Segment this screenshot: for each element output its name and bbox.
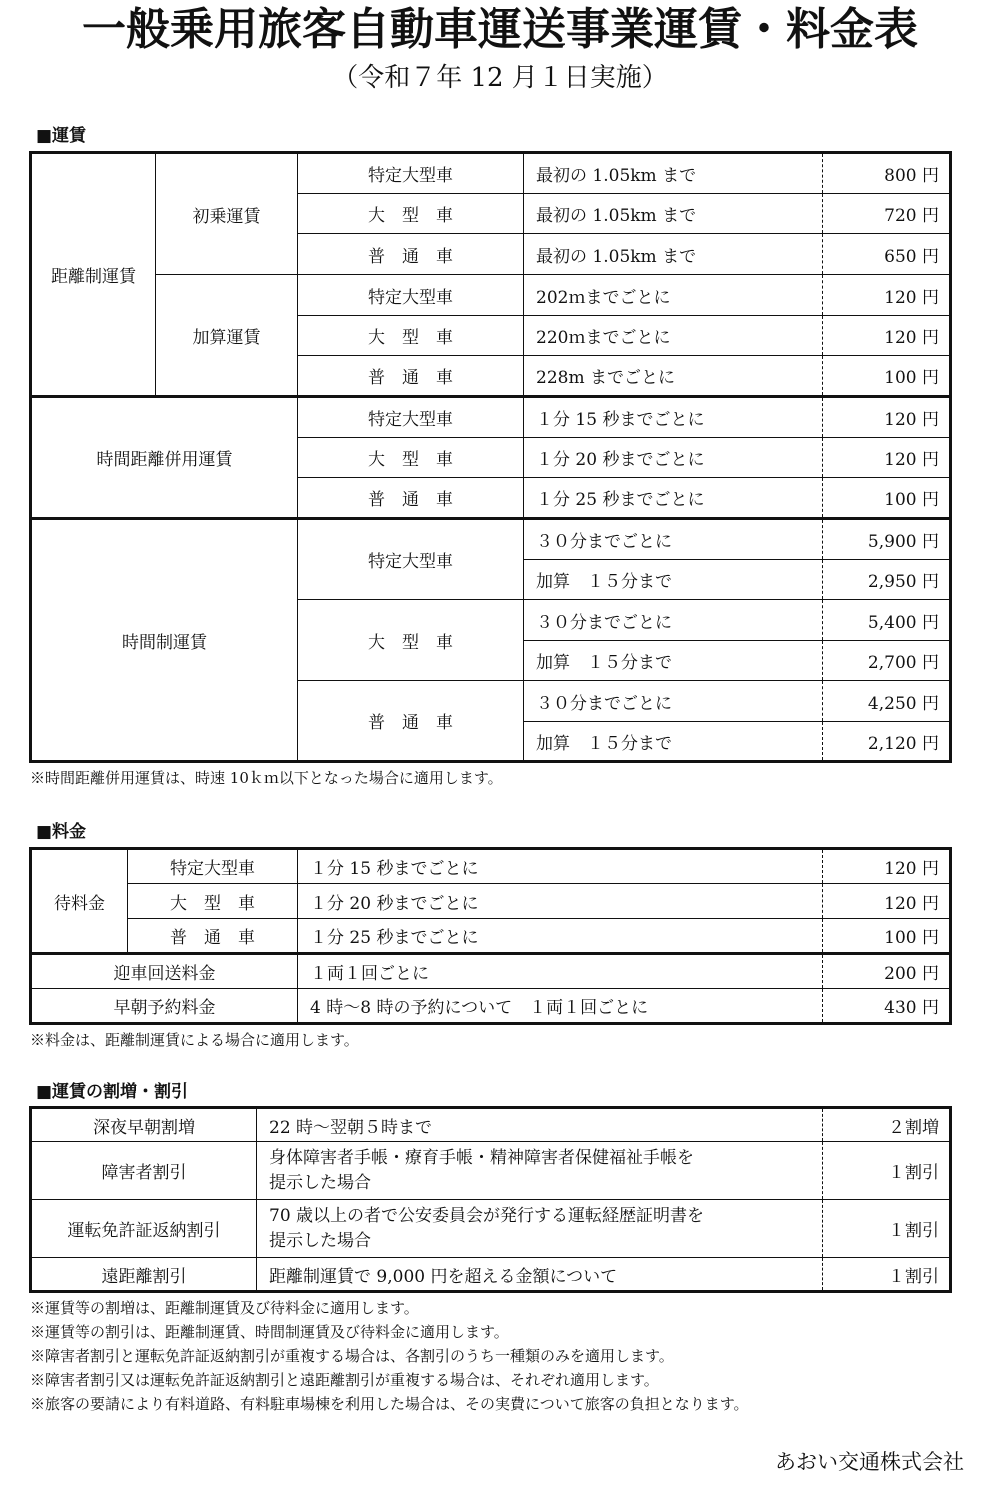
table-row xyxy=(31,1108,951,1142)
initial-fare-label: 初乗運賃 xyxy=(156,153,298,275)
charge-condition: １分 15 秒までごとに xyxy=(298,849,823,884)
page-title: 一般乗用旅客自動車運送事業運賃・料金表 xyxy=(82,4,918,55)
fare-condition: 220ｍまでごとに xyxy=(524,316,823,356)
fare-condition: １分 15 秒までごとに xyxy=(524,397,823,438)
early-booking-charge-label: 早朝予約料金 xyxy=(31,989,298,1024)
discount-value: １割引 xyxy=(823,1200,951,1258)
distance-fare-label: 距離制運賃 xyxy=(31,153,156,397)
fare-price: 5,400 円 xyxy=(823,600,951,641)
fare-price: 120 円 xyxy=(823,275,951,316)
charge-price: 200 円 xyxy=(823,954,951,989)
added-fare-label: 加算運賃 xyxy=(156,275,298,397)
fare-condition: 最初の 1.05km まで xyxy=(524,194,823,234)
fare-price: 800 円 xyxy=(823,153,951,194)
fare-price: 5,900 円 xyxy=(823,519,951,560)
discount-condition: 身体障害者手帳・療育手帳・精神障害者保健福祉手帳を 提示した場合 xyxy=(257,1142,823,1200)
fare-condition: ３０分までごとに xyxy=(524,681,823,722)
vehicle-type: 特定大型車 xyxy=(128,849,298,884)
table-row xyxy=(31,919,951,954)
table-row xyxy=(31,1200,951,1258)
charge-condition: １両１回ごとに xyxy=(298,954,823,989)
fare-price: 120 円 xyxy=(823,397,951,438)
fare-condition: ３０分までごとに xyxy=(524,519,823,560)
discount-note: ※障害者割引又は運転免許証返納割引と遠距離割引が重複する場合は、それぞれ適用します。 xyxy=(30,1371,659,1389)
fare-price: 120 円 xyxy=(823,438,951,478)
discount-label: 遠距離割引 xyxy=(31,1258,257,1292)
vehicle-type: 特定大型車 xyxy=(298,519,524,600)
charge-condition: 4 時～8 時の予約について １両１回ごとに xyxy=(298,989,823,1024)
page-subtitle: （令和７年 12 月１日実施） xyxy=(332,63,668,93)
fare-price: 100 円 xyxy=(823,478,951,519)
charge-condition: １分 25 秒までごとに xyxy=(298,919,823,954)
fare-condition: 加算 １５分まで xyxy=(524,641,823,681)
charge-table xyxy=(29,847,952,1025)
table-row xyxy=(31,849,951,884)
fare-table xyxy=(29,151,952,763)
table-row xyxy=(31,1258,951,1292)
fare-condition: 最初の 1.05km まで xyxy=(524,234,823,275)
discount-condition: 22 時～翌朝５時まで xyxy=(257,1108,823,1142)
discount-condition: 距離制運賃で 9,000 円を超える金額について xyxy=(257,1258,823,1292)
pickup-charge-label: 迎車回送料金 xyxy=(31,954,298,989)
charge-price: 430 円 xyxy=(823,989,951,1024)
fare-condition: 加算 １５分まで xyxy=(524,560,823,600)
table-row xyxy=(31,275,951,316)
fare-price: 2,120 円 xyxy=(823,722,951,762)
fare-condition: 228m までごとに xyxy=(524,356,823,397)
discount-note: ※旅客の要請により有料道路、有料駐車場棟を利用した場合は、その実費について旅客の負担となります。 xyxy=(30,1395,749,1413)
fare-condition: １分 25 秒までごとに xyxy=(524,478,823,519)
vehicle-type: 特定大型車 xyxy=(298,397,524,438)
discount-note: ※運賃等の割引は、距離制運賃、時間制運賃及び待料金に適用します。 xyxy=(30,1323,509,1341)
charge-price: 100 円 xyxy=(823,919,951,954)
table-row xyxy=(31,519,951,560)
discount-value: ２割増 xyxy=(823,1108,951,1142)
vehicle-type: 普 通 車 xyxy=(298,478,524,519)
waiting-charge-label: 待料金 xyxy=(31,849,128,954)
vehicle-type: 普 通 車 xyxy=(298,681,524,762)
discount-table xyxy=(29,1106,952,1293)
fare-price: 2,700 円 xyxy=(823,641,951,681)
charge-section-heading: ■料金 xyxy=(36,822,87,842)
charge-price: 120 円 xyxy=(823,884,951,919)
fare-section-heading: ■運賃 xyxy=(36,126,87,146)
vehicle-type: 特定大型車 xyxy=(298,275,524,316)
fare-price: 120 円 xyxy=(823,316,951,356)
discount-label: 運転免許証返納割引 xyxy=(31,1200,257,1258)
discount-note: ※障害者割引と運転免許証返納割引が重複する場合は、各割引のうち一種類のみを適用します。 xyxy=(30,1347,674,1365)
time-fare-label: 時間制運賃 xyxy=(31,519,298,762)
table-row xyxy=(31,989,951,1024)
discount-value: １割引 xyxy=(823,1142,951,1200)
vehicle-type: 特定大型車 xyxy=(298,153,524,194)
fare-condition: 最初の 1.05km まで xyxy=(524,153,823,194)
fare-price: 100 円 xyxy=(823,356,951,397)
fare-note: ※時間距離併用運賃は、時速 10ｋｍ以下となった場合に適用します。 xyxy=(30,769,503,787)
fare-price: 650 円 xyxy=(823,234,951,275)
vehicle-type: 大 型 車 xyxy=(298,194,524,234)
vehicle-type: 普 通 車 xyxy=(298,356,524,397)
fare-price: 720 円 xyxy=(823,194,951,234)
fare-condition: 202ｍまでごとに xyxy=(524,275,823,316)
table-row xyxy=(31,1142,951,1200)
time-distance-fare-label: 時間距離併用運賃 xyxy=(31,397,298,519)
table-row xyxy=(31,884,951,919)
table-row xyxy=(31,153,951,194)
vehicle-type: 大 型 車 xyxy=(298,438,524,478)
table-row xyxy=(31,954,951,989)
charge-note: ※料金は、距離制運賃による場合に適用します。 xyxy=(30,1031,359,1049)
fare-price: 4,250 円 xyxy=(823,681,951,722)
vehicle-type: 大 型 車 xyxy=(128,884,298,919)
vehicle-type: 普 通 車 xyxy=(298,234,524,275)
vehicle-type: 普 通 車 xyxy=(128,919,298,954)
fare-condition: ３０分までごとに xyxy=(524,600,823,641)
discount-section-heading: ■運賃の割増・割引 xyxy=(36,1082,189,1102)
charge-price: 120 円 xyxy=(823,849,951,884)
charge-condition: １分 20 秒までごとに xyxy=(298,884,823,919)
fare-price: 2,950 円 xyxy=(823,560,951,600)
company-name: あおい交通株式会社 xyxy=(775,1450,964,1474)
discount-note: ※運賃等の割増は、距離制運賃及び待料金に適用します。 xyxy=(30,1299,419,1317)
vehicle-type: 大 型 車 xyxy=(298,600,524,681)
fare-condition: 加算 １５分まで xyxy=(524,722,823,762)
discount-value: １割引 xyxy=(823,1258,951,1292)
discount-condition: 70 歳以上の者で公安委員会が発行する運転経歴証明書を 提示した場合 xyxy=(257,1200,823,1258)
vehicle-type: 大 型 車 xyxy=(298,316,524,356)
discount-label: 深夜早朝割増 xyxy=(31,1108,257,1142)
table-row xyxy=(31,397,951,438)
fare-condition: １分 20 秒までごとに xyxy=(524,438,823,478)
discount-label: 障害者割引 xyxy=(31,1142,257,1200)
